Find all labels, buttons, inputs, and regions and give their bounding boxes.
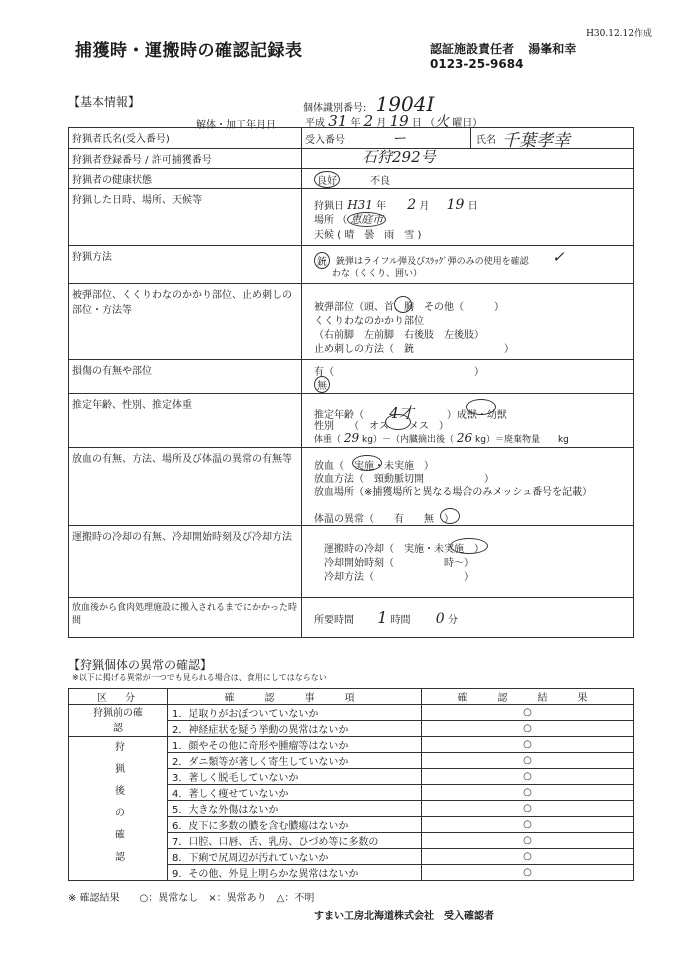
check-item: 2．神経症状を疑う挙動の異常はないか bbox=[168, 721, 422, 737]
check-item: 5．大きな外傷はないか bbox=[168, 801, 422, 817]
hunt-date-day: 19 bbox=[446, 197, 465, 213]
date-weekday-unit: 曜日 bbox=[452, 118, 473, 129]
check-section-title: 【狩猟個体の異常の確認】 bbox=[68, 658, 213, 672]
license-label: 狩猟者登録番号 / 許可捕獲番号 bbox=[69, 149, 302, 169]
age-line-label: 推定年齢（ bbox=[314, 410, 364, 421]
weight-value: 29 bbox=[343, 431, 360, 445]
check-item: 4．著しく痩せていないか bbox=[168, 785, 422, 801]
stop-method: 止め刺しの方法（ 銃 ） bbox=[314, 344, 514, 355]
hunter-name-content bbox=[302, 128, 634, 149]
row-hunt bbox=[69, 189, 634, 246]
document-title: 捕獲時・運搬時の確認記録表 bbox=[75, 41, 303, 61]
responsible-person bbox=[430, 40, 576, 57]
place-line: 場所 （ 恵庭市 bbox=[314, 211, 386, 227]
col-category: 区 分 bbox=[69, 689, 168, 705]
age-options: ）成獣・幼獣 bbox=[446, 410, 507, 421]
time-hours-unit: 時間 bbox=[390, 615, 411, 626]
row-hit bbox=[69, 284, 634, 360]
cool-method: 冷却方法（ ） bbox=[324, 572, 474, 583]
check-item: 9．その他、外見上明らかな異常はないか bbox=[168, 865, 422, 881]
health-good: 良好 bbox=[314, 171, 340, 188]
time-minutes-unit: 分 bbox=[447, 615, 458, 626]
reception-no-value: ー bbox=[392, 131, 406, 147]
hunt-date-prefix: 狩猟日 bbox=[314, 201, 344, 212]
check-result: ○ bbox=[422, 849, 634, 865]
health-label: 狩猟者の健康状態 bbox=[69, 169, 302, 189]
col-item: 確 認 事 項 bbox=[168, 689, 422, 705]
injury-yes: 有（ ） bbox=[314, 367, 484, 378]
check-result: ○ bbox=[422, 737, 634, 753]
bleed-line: 放血（ 実施・未実施 ） bbox=[314, 461, 434, 472]
after-category bbox=[69, 737, 168, 881]
date-month-unit: 月 bbox=[376, 118, 387, 129]
row-hunter-name bbox=[69, 128, 634, 149]
male-circle-mark bbox=[385, 414, 411, 430]
check-result: ○ bbox=[422, 721, 634, 737]
age-label: 推定年齢、性別、推定体重 bbox=[69, 394, 302, 448]
check-result: ○ bbox=[422, 769, 634, 785]
hit-label: 被弾部位、くくりわなのかかり部位、止め刺しの部位・方法等 bbox=[69, 284, 302, 360]
date-weekday: 火 bbox=[435, 114, 450, 130]
cool-content bbox=[302, 526, 634, 598]
method-content bbox=[302, 246, 634, 284]
cool-label: 運搬時の冷却の有無、冷却開始時刻及び冷却方法 bbox=[69, 526, 302, 598]
place-label: 場所 bbox=[314, 215, 334, 226]
reception-divider bbox=[470, 128, 471, 149]
check-item: 6．皮下に多数の膿を含む膿瘍はないか bbox=[168, 817, 422, 833]
responsible-label: 認証施設責任者 bbox=[430, 42, 515, 56]
method-wana: わな（くくり、囲い） bbox=[332, 269, 423, 279]
method-label: 狩猟方法 bbox=[69, 246, 302, 284]
date-era: 平成 bbox=[305, 118, 325, 129]
hunt-date-year-unit: 年 bbox=[376, 201, 387, 212]
weather-options: ( 晴 曇 雨 雪 ) bbox=[337, 230, 422, 241]
reception-no-label: 受入番号 bbox=[305, 135, 345, 146]
bleed-circle-mark bbox=[352, 455, 382, 471]
bleed-method: 放血方法（ 頸動脈切開 ） bbox=[314, 474, 494, 485]
weight-line-a: 体重（ bbox=[314, 435, 342, 445]
age-content bbox=[302, 394, 634, 448]
hunt-label: 狩猟した日時、場所、天候等 bbox=[69, 189, 302, 246]
hunt-date-day-unit: 日 bbox=[467, 201, 478, 212]
before-category bbox=[69, 705, 168, 737]
hunt-date-month: 2 bbox=[407, 197, 417, 213]
weather-line bbox=[314, 226, 421, 241]
result-legend: ※ 確認結果 ○：異常なし ×：異常あり △：不明 bbox=[68, 893, 315, 904]
time-content bbox=[302, 598, 634, 638]
responsible-name: 湯峯和幸 bbox=[528, 42, 577, 56]
basic-info-table bbox=[68, 127, 634, 638]
weather-label: 天候 bbox=[314, 230, 334, 241]
hit-content bbox=[302, 284, 634, 360]
weight-line-c: kg）＝廃棄物量 kg bbox=[475, 435, 569, 445]
row-health bbox=[69, 169, 634, 189]
col-result: 確 認 結 果 bbox=[422, 689, 634, 705]
processing-date: 平成 31 年 2 月 19 日 （火 曜日） bbox=[305, 112, 483, 130]
check-row bbox=[69, 737, 634, 753]
check-item: 1．顔やその他に奇形や腫瘤等はないか bbox=[168, 737, 422, 753]
temp-line: 体温の異常（ 有 無 ） bbox=[314, 514, 454, 525]
time-line bbox=[314, 608, 458, 627]
cool-line: 運搬時の冷却（ 実施・未実施 ） bbox=[324, 544, 484, 555]
health-content bbox=[302, 169, 634, 189]
method-gun: 銃 bbox=[314, 252, 330, 269]
age-value: 4才 bbox=[389, 404, 414, 422]
injury-no: 無 bbox=[314, 376, 330, 393]
after-label: 狩猟後の確認 bbox=[112, 741, 124, 873]
method-check: ✓ bbox=[552, 248, 565, 266]
row-method bbox=[69, 246, 634, 284]
name-value: 千葉孝幸 bbox=[502, 131, 570, 151]
before-label: 狩猟前の確認 bbox=[93, 707, 143, 734]
time-prefix: 所要時間 bbox=[314, 615, 354, 626]
row-cool bbox=[69, 526, 634, 598]
cool-start: 冷却開始時刻（ 時～） bbox=[324, 558, 474, 569]
processing-date-label: 解体・加工年月日 bbox=[196, 120, 276, 131]
temp-circle-mark bbox=[440, 508, 460, 524]
license-content bbox=[302, 149, 634, 169]
time-label: 放血後から食肉処理施設に搬入されるまでにかかった時間 bbox=[69, 598, 302, 638]
injury-content bbox=[302, 360, 634, 394]
legs: （右前脚 左前脚 右後肢 左後肢） bbox=[314, 330, 484, 341]
created-date: H30.12.12作成 bbox=[586, 29, 652, 39]
check-item: 8．下痢で尻周辺が汚れていないか bbox=[168, 849, 422, 865]
hunt-content bbox=[302, 189, 634, 246]
check-note: ※以下に掲げる異常が一つでも見られる場合は、食用にしてはならない bbox=[72, 673, 327, 682]
row-injury bbox=[69, 360, 634, 394]
check-result: ○ bbox=[422, 833, 634, 849]
check-result: ○ bbox=[422, 801, 634, 817]
date-year-unit: 年 bbox=[350, 118, 361, 129]
check-item: 7．口腔、口唇、舌、乳房、ひづめ等に多数の bbox=[168, 833, 422, 849]
check-item: 1．足取りがおぼついていないか bbox=[168, 705, 422, 721]
check-result: ○ bbox=[422, 785, 634, 801]
company-confirmer: すまい工房北海道株式会社 受入確認者 bbox=[314, 911, 494, 922]
check-row bbox=[69, 705, 634, 721]
hunter-name-label: 狩猟者氏名(受入番号) bbox=[69, 128, 302, 149]
neck-circle-mark bbox=[394, 296, 412, 313]
date-year: 31 bbox=[328, 112, 348, 130]
time-minutes: 0 bbox=[435, 611, 445, 627]
cool-circle-mark bbox=[450, 538, 488, 554]
date-day: 19 bbox=[389, 112, 409, 130]
check-result: ○ bbox=[422, 865, 634, 881]
row-age bbox=[69, 394, 634, 448]
check-result: ○ bbox=[422, 753, 634, 769]
place-value: 恵庭市 bbox=[347, 212, 386, 227]
time-hours: 1 bbox=[377, 608, 388, 627]
weight-line-b: kg）－（内臓摘出後（ bbox=[362, 435, 454, 445]
date-month: 2 bbox=[363, 112, 374, 130]
check-table bbox=[68, 688, 634, 881]
adult-circle-mark bbox=[466, 399, 496, 415]
row-time bbox=[69, 598, 634, 638]
wana-site: くくりわなのかかり部位 bbox=[314, 316, 424, 327]
check-item: 2．ダニ類等が著しく寄生していないか bbox=[168, 753, 422, 769]
weight-after: 26 bbox=[456, 431, 473, 445]
license-value: 石狩292号 bbox=[362, 148, 436, 166]
bleed-label: 放血の有無、方法、場所及び体温の異常の有無等 bbox=[69, 448, 302, 526]
bleed-content bbox=[302, 448, 634, 526]
name-label: 氏名 bbox=[476, 135, 496, 146]
method-gun-note: 銃弾はライフル弾及びｽﾗｯｸﾞ弾のみの使用を確認 bbox=[336, 257, 529, 267]
row-license bbox=[69, 149, 634, 169]
check-result: ○ bbox=[422, 817, 634, 833]
hunt-date-month-unit: 月 bbox=[419, 201, 430, 212]
phone-number: 0123-25-9684 bbox=[430, 57, 524, 71]
health-bad: 不良 bbox=[370, 176, 390, 187]
id-value: 1904I bbox=[375, 92, 435, 116]
injury-label: 損傷の有無や部位 bbox=[69, 360, 302, 394]
hit-site: 被弾部位（頭、首、胸 その他（ ） bbox=[314, 302, 504, 313]
weight-line bbox=[314, 431, 569, 445]
id-label: 個体識別番号: bbox=[303, 103, 367, 114]
check-item: 3．著しく脱毛していないか bbox=[168, 769, 422, 785]
sex-line: 性別 （ オス メス ） bbox=[314, 421, 449, 432]
date-day-unit: 日 bbox=[411, 118, 422, 129]
row-bleed bbox=[69, 448, 634, 526]
check-result: ○ bbox=[422, 705, 634, 721]
check-header-row bbox=[69, 689, 634, 705]
basic-section-title: 【基本情報】 bbox=[68, 95, 141, 109]
bleed-place: 放血場所（※捕獲場所と異なる場合のみメッシュ番号を記載） bbox=[314, 487, 593, 498]
hunt-date-era: H31 bbox=[347, 198, 373, 212]
